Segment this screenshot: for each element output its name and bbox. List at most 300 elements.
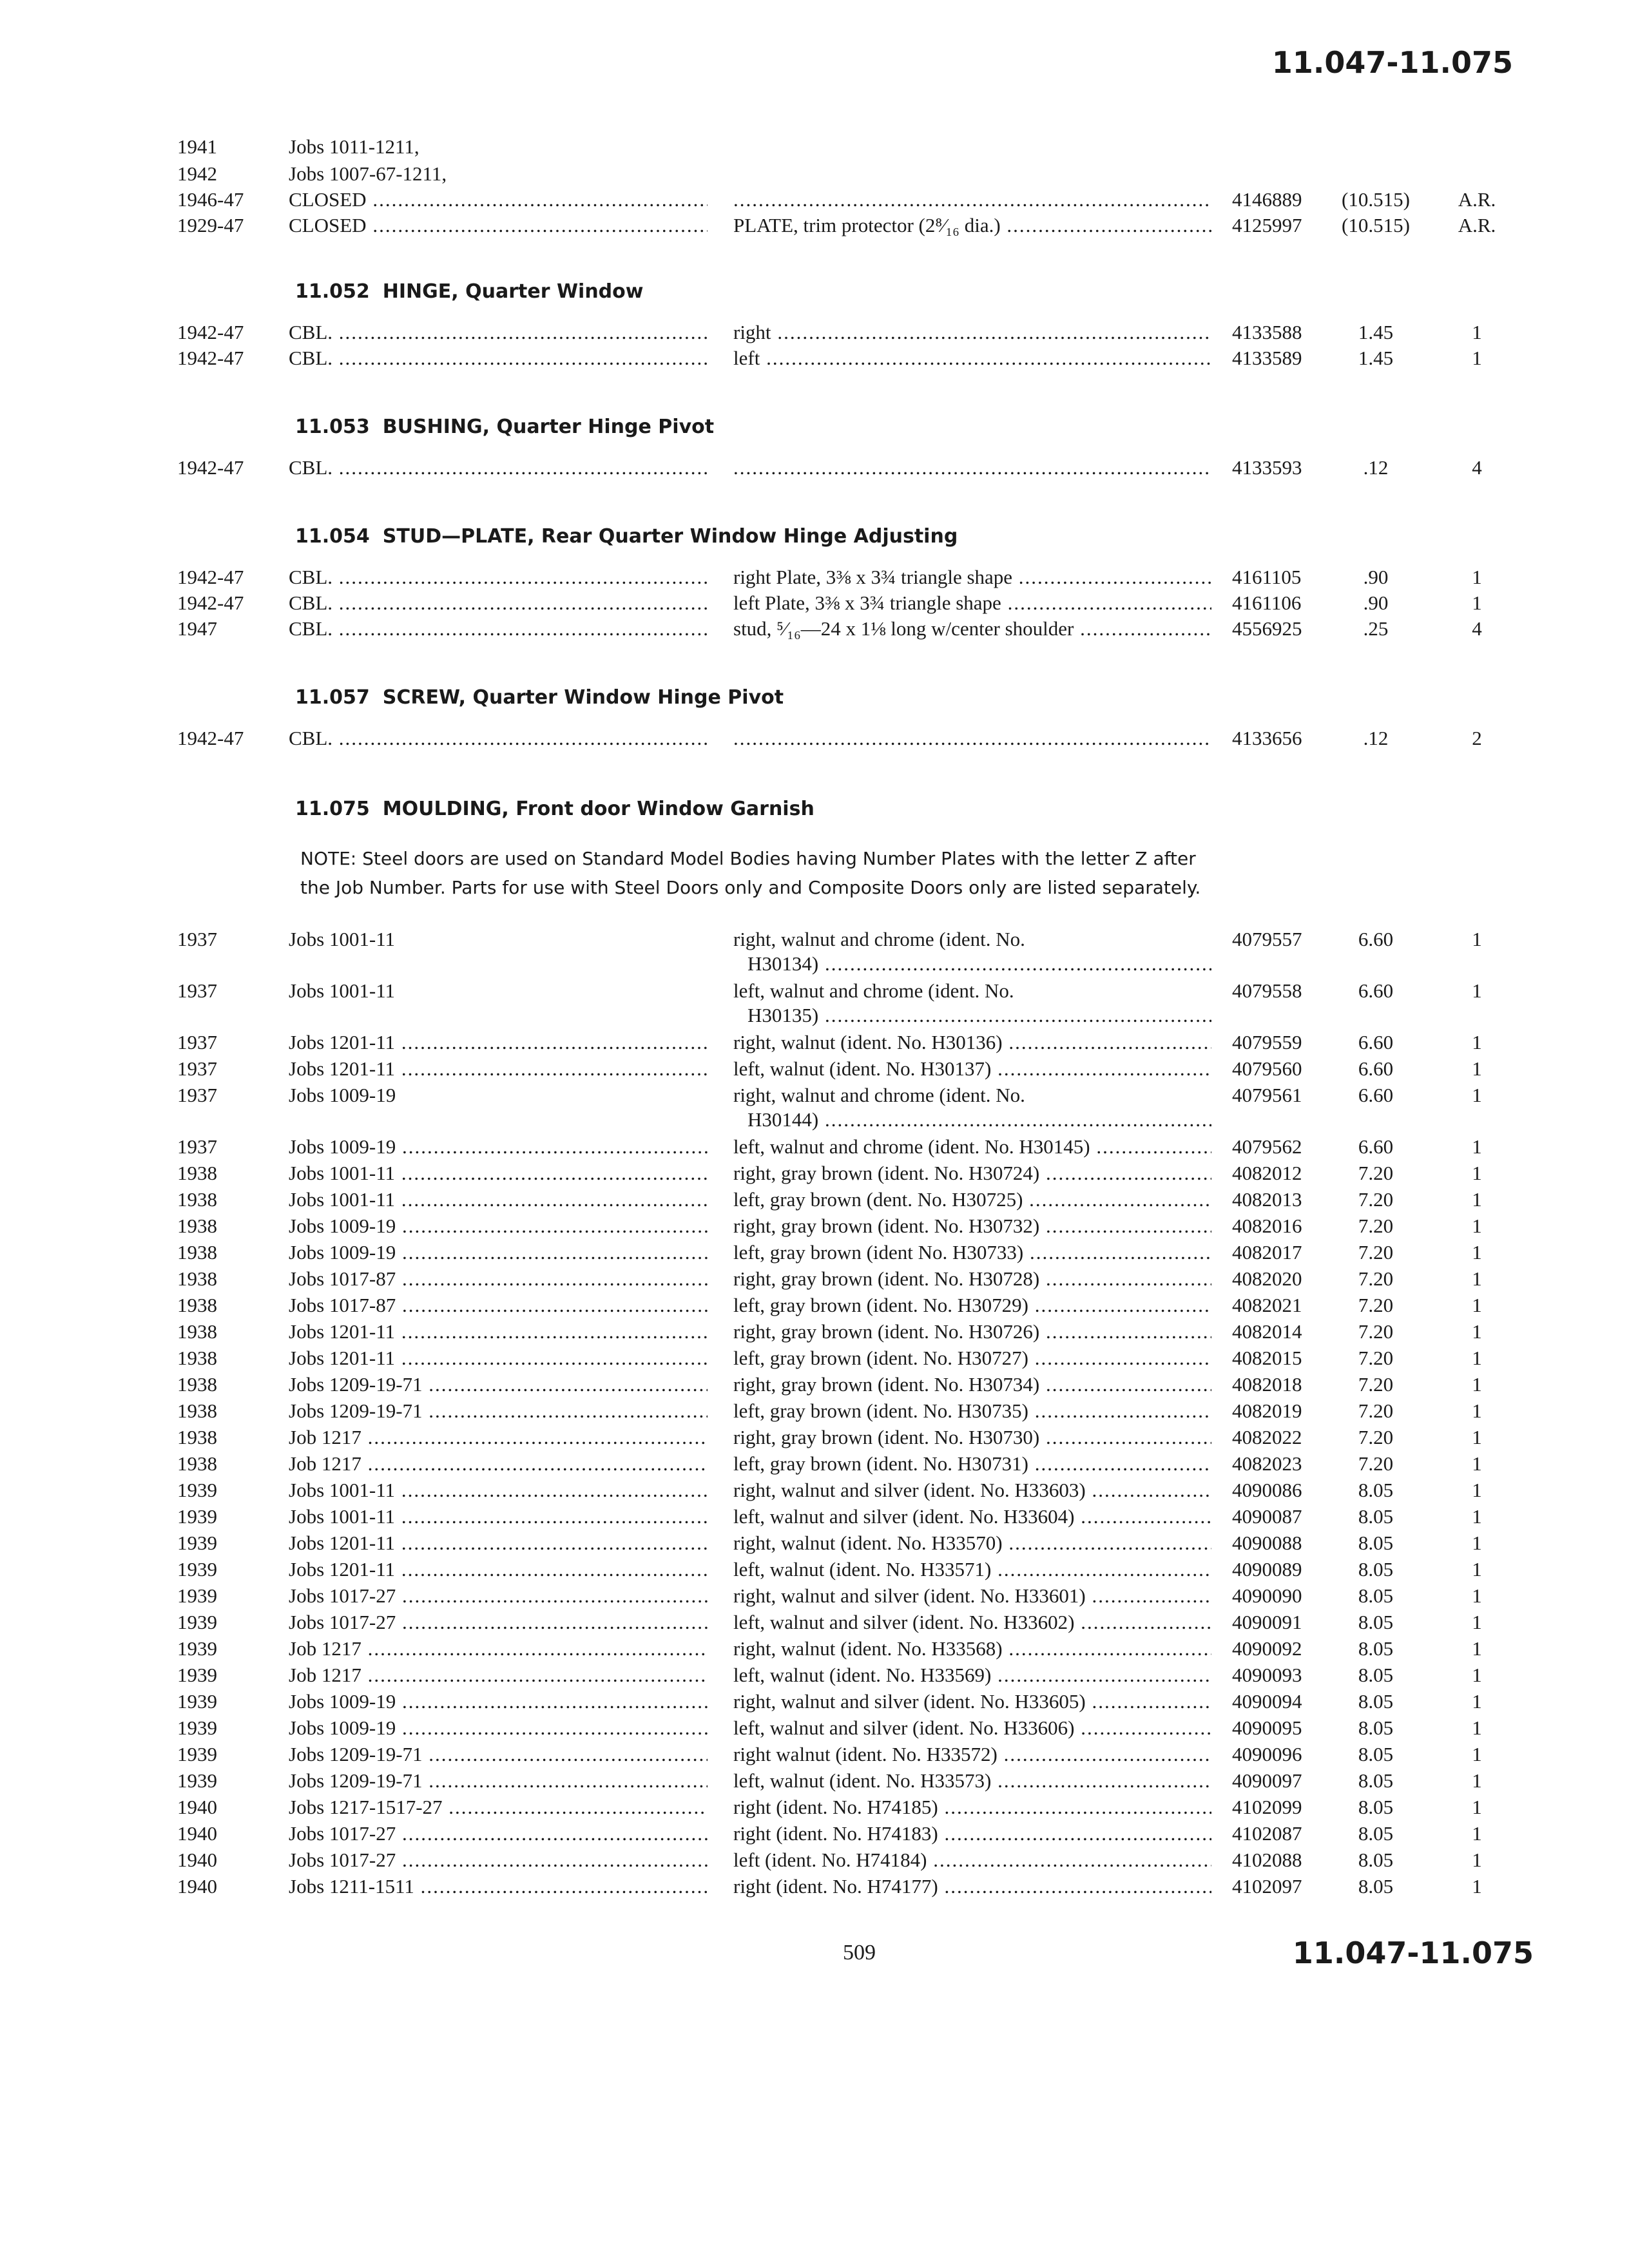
page-footer-range: 11.047-11.075: [1292, 1936, 1534, 1970]
price-cell: 8.05: [1358, 1637, 1394, 1660]
year-cell: 1939: [177, 1479, 217, 1501]
year-cell: 1942-47: [177, 591, 244, 614]
year-cell: 1940: [177, 1796, 217, 1818]
table-row: [0, 1162, 1629, 1189]
price-cell: 8.05: [1358, 1743, 1394, 1765]
job-cell: Jobs 1001-11 .....: [289, 1188, 708, 1211]
year-cell: 1938: [177, 1162, 217, 1184]
description-cell: [733, 188, 1211, 211]
year-cell: 1940: [177, 1875, 217, 1898]
year-cell: 1937: [177, 979, 217, 1002]
part-number-cell: 4090095: [1232, 1716, 1302, 1739]
job-cell: Job 1217 .....: [289, 1637, 708, 1660]
section-title: BUSHING, Quarter Hinge Pivot: [382, 416, 715, 438]
job-cell: CBL. .....: [289, 321, 708, 344]
year-cell: 1938: [177, 1426, 217, 1448]
price-cell: 8.05: [1358, 1532, 1394, 1554]
year-cell: 1938: [177, 1347, 217, 1369]
description-cell: left, gray brown (ident. No. H30731) .....: [733, 1452, 1211, 1475]
job-cell: Jobs 1217-1517-27 .....: [289, 1796, 708, 1819]
job-cell: CBL. .....: [289, 727, 708, 750]
part-number-cell: 4161105: [1232, 566, 1302, 588]
description-cell: [733, 727, 1211, 750]
quantity-cell: 1: [1472, 347, 1482, 369]
part-number-cell: 4133588: [1232, 321, 1302, 343]
year-cell: 1939: [177, 1769, 217, 1792]
part-number-cell: 4556925: [1232, 617, 1302, 640]
part-number-cell: 4082016: [1232, 1215, 1302, 1237]
table-row: [0, 617, 1629, 644]
job-cell: Jobs 1017-87 .....: [289, 1267, 708, 1291]
part-number-cell: 4133593: [1232, 456, 1302, 479]
table-row-continuation: [0, 1108, 1629, 1135]
year-cell: 1940: [177, 1822, 217, 1845]
job-cell: Jobs 1017-27 .....: [289, 1822, 708, 1845]
table-row: [0, 1188, 1629, 1215]
description-cell: right walnut (ident. No. H33572) .....: [733, 1743, 1211, 1766]
year-cell: 1938: [177, 1215, 217, 1237]
job-cell: Jobs 1209-19-71 .....: [289, 1743, 708, 1766]
price-cell: 7.20: [1358, 1452, 1394, 1475]
quantity-cell: A.R.: [1458, 188, 1496, 211]
part-number-cell: 4090087: [1232, 1505, 1302, 1528]
quantity-cell: 2: [1472, 727, 1482, 749]
description-cell: left, gray brown (ident. No. H30727) .....: [733, 1347, 1211, 1370]
quantity-cell: 1: [1472, 1875, 1482, 1898]
part-number-cell: 4082012: [1232, 1162, 1302, 1184]
year-cell: 1939: [177, 1664, 217, 1686]
description-cell: right, gray brown (ident. No. H30734) .....: [733, 1373, 1211, 1396]
year-cell: 1942: [177, 162, 217, 185]
section-number: 11.075: [295, 798, 370, 820]
job-cell: Job 1217 .....: [289, 1664, 708, 1687]
quantity-cell: 1: [1472, 1294, 1482, 1316]
description-cell: left, walnut (ident. No. H33573) .....: [733, 1769, 1211, 1792]
price-cell: 7.20: [1358, 1426, 1394, 1448]
part-number-cell: 4090096: [1232, 1743, 1302, 1765]
job-cell: Jobs 1001-11: [289, 928, 396, 950]
price-cell: 7.20: [1358, 1267, 1394, 1290]
year-cell: 1937: [177, 1135, 217, 1158]
price-cell: 8.05: [1358, 1479, 1394, 1501]
part-number-cell: 4146889: [1232, 188, 1302, 211]
quantity-cell: 1: [1472, 1690, 1482, 1713]
price-cell: 6.60: [1358, 1057, 1394, 1080]
price-cell: 7.20: [1358, 1320, 1394, 1343]
price-cell: 6.60: [1358, 1084, 1394, 1106]
quantity-cell: 1: [1472, 1373, 1482, 1396]
part-number-cell: 4079560: [1232, 1057, 1302, 1080]
part-number-cell: 4079561: [1232, 1084, 1302, 1106]
part-number-cell: 4090094: [1232, 1690, 1302, 1713]
part-number-cell: 4082014: [1232, 1320, 1302, 1343]
table-row: [0, 1215, 1629, 1242]
price-cell: 8.05: [1358, 1584, 1394, 1607]
description-cell: right, walnut and silver (ident. No. H33603) .....: [733, 1479, 1211, 1502]
year-cell: 1939: [177, 1584, 217, 1607]
year-cell: 1938: [177, 1320, 217, 1343]
section-number: 11.057: [295, 686, 370, 709]
year-cell: 1937: [177, 1084, 217, 1106]
quantity-cell: 1: [1472, 928, 1482, 950]
part-number-cell: 4133589: [1232, 347, 1302, 369]
job-cell: Jobs 1009-19 .....: [289, 1135, 708, 1158]
job-cell: Jobs 1201-11 .....: [289, 1057, 708, 1081]
job-cell: Jobs 1009-19: [289, 1084, 396, 1106]
section-title: MOULDING, Front door Window Garnish: [382, 798, 815, 820]
quantity-cell: 1: [1472, 566, 1482, 588]
quantity-cell: 1: [1472, 1479, 1482, 1501]
table-row-continuation: [0, 1004, 1629, 1031]
year-cell: 1942-47: [177, 727, 244, 749]
table-row: [0, 1320, 1629, 1347]
job-cell: Jobs 1017-87 .....: [289, 1294, 708, 1317]
job-cell: CBL. .....: [289, 617, 708, 640]
table-row: [0, 1690, 1629, 1717]
quantity-cell: 1: [1472, 979, 1482, 1002]
section-title: HINGE, Quarter Window: [382, 280, 644, 303]
price-cell: 8.05: [1358, 1822, 1394, 1845]
description-cell: right (ident. No. H74177) .....: [733, 1875, 1211, 1898]
year-cell: 1938: [177, 1267, 217, 1290]
description-cell: right .....: [733, 321, 1211, 344]
year-cell: 1937: [177, 1031, 217, 1053]
year-cell: 1938: [177, 1294, 217, 1316]
year-cell: 1939: [177, 1690, 217, 1713]
price-cell: 7.20: [1358, 1162, 1394, 1184]
price-cell: 8.05: [1358, 1664, 1394, 1686]
part-number-cell: 4090089: [1232, 1558, 1302, 1581]
part-number-cell: 4079557: [1232, 928, 1302, 950]
description-cell: left, gray brown (ident No. H30733) .....: [733, 1241, 1211, 1264]
part-number-cell: 4090093: [1232, 1664, 1302, 1686]
job-cell: CBL. .....: [289, 591, 708, 615]
price-cell: 7.20: [1358, 1373, 1394, 1396]
year-cell: 1929-47: [177, 214, 244, 236]
price-cell: 8.05: [1358, 1849, 1394, 1871]
table-row: [0, 1479, 1629, 1506]
part-number-cell: 4082018: [1232, 1373, 1302, 1396]
part-number-cell: 4090088: [1232, 1532, 1302, 1554]
table-row: [0, 1057, 1629, 1084]
quantity-cell: 1: [1472, 1558, 1482, 1581]
year-cell: 1938: [177, 1373, 217, 1396]
job-cell: Jobs 1009-19 .....: [289, 1215, 708, 1238]
table-row: [0, 347, 1629, 374]
description-cell: stud, ⁵⁄₁₆—24 x 1⅛ long w/center shoulder .....: [733, 617, 1211, 640]
job-cell: Jobs 1017-27 .....: [289, 1849, 708, 1872]
job-cell: Jobs 1209-19-71 .....: [289, 1373, 708, 1396]
table-row: [0, 1769, 1629, 1796]
job-cell: Jobs 1201-11 .....: [289, 1031, 708, 1054]
job-cell: Jobs 1009-19 .....: [289, 1716, 708, 1740]
price-cell: 6.60: [1358, 979, 1394, 1002]
description-cell: right, walnut and silver (ident. No. H33601) .....: [733, 1584, 1211, 1608]
table-row: [0, 214, 1629, 241]
part-number-cell: 4125997: [1232, 214, 1302, 236]
description-cell: right, gray brown (ident. No. H30730) .....: [733, 1426, 1211, 1449]
job-cell: CBL. .....: [289, 347, 708, 370]
table-row: [0, 1822, 1629, 1849]
year-cell: 1938: [177, 1241, 217, 1264]
quantity-cell: 1: [1472, 1452, 1482, 1475]
table-row: [0, 135, 1629, 162]
description-cell: left, gray brown (dent. No. H30725) .....: [733, 1188, 1211, 1211]
description-cell: right, walnut and chrome (ident. No.: [733, 1084, 1025, 1106]
description-cell-continuation: H30134) .....: [747, 952, 1211, 975]
price-cell: .25: [1363, 617, 1389, 640]
quantity-cell: 4: [1472, 456, 1482, 479]
quantity-cell: 1: [1472, 1743, 1482, 1765]
part-number-cell: 4102099: [1232, 1796, 1302, 1818]
description-cell-continuation: H30135) .....: [747, 1004, 1211, 1027]
description-cell: left, walnut and silver (ident. No. H33602) .....: [733, 1611, 1211, 1634]
price-cell: 7.20: [1358, 1294, 1394, 1316]
price-cell: 8.05: [1358, 1611, 1394, 1633]
section-heading: [295, 798, 815, 820]
price-cell: 8.05: [1358, 1875, 1394, 1898]
table-row: [0, 1347, 1629, 1374]
price-cell: (10.515): [1342, 214, 1410, 236]
quantity-cell: 1: [1472, 1267, 1482, 1290]
table-row: [0, 1031, 1629, 1058]
year-cell: 1947: [177, 617, 217, 640]
quantity-cell: 1: [1472, 1849, 1482, 1871]
part-number-cell: 4082021: [1232, 1294, 1302, 1316]
description-cell: right, walnut and chrome (ident. No.: [733, 928, 1025, 950]
part-number-cell: 4079562: [1232, 1135, 1302, 1158]
table-row: [0, 188, 1629, 215]
quantity-cell: 1: [1472, 1796, 1482, 1818]
description-cell: [733, 456, 1211, 479]
part-number-cell: 4079559: [1232, 1031, 1302, 1053]
table-row: [0, 321, 1629, 348]
table-row: [0, 979, 1629, 1006]
description-cell: right, walnut (ident. No. H33570) .....: [733, 1532, 1211, 1555]
quantity-cell: 1: [1472, 1135, 1482, 1158]
part-number-cell: 4090092: [1232, 1637, 1302, 1660]
price-cell: .12: [1363, 456, 1389, 479]
quantity-cell: 1: [1472, 321, 1482, 343]
part-number-cell: 4090090: [1232, 1584, 1302, 1607]
table-row: [0, 1267, 1629, 1294]
description-cell: left, walnut and silver (ident. No. H33606) .....: [733, 1716, 1211, 1740]
year-cell: 1938: [177, 1399, 217, 1422]
quantity-cell: 1: [1472, 1241, 1482, 1264]
quantity-cell: 1: [1472, 1320, 1482, 1343]
table-row: [0, 1426, 1629, 1453]
description-cell: left, walnut (ident. No. H30137) .....: [733, 1057, 1211, 1081]
quantity-cell: 1: [1472, 1584, 1482, 1607]
price-cell: 6.60: [1358, 1135, 1394, 1158]
part-number-cell: 4079558: [1232, 979, 1302, 1002]
year-cell: 1942-47: [177, 347, 244, 369]
job-cell: Jobs 1209-19-71 .....: [289, 1399, 708, 1423]
table-row: [0, 1294, 1629, 1321]
description-cell: left, walnut and silver (ident. No. H33604) .....: [733, 1505, 1211, 1528]
quantity-cell: 1: [1472, 1399, 1482, 1422]
table-row: [0, 1135, 1629, 1162]
description-cell: right (ident. No. H74185) .....: [733, 1796, 1211, 1819]
job-cell: Jobs 1209-19-71 .....: [289, 1769, 708, 1792]
price-cell: 8.05: [1358, 1716, 1394, 1739]
description-cell-continuation: H30144) .....: [747, 1108, 1211, 1131]
part-number-cell: 4090091: [1232, 1611, 1302, 1633]
quantity-cell: 1: [1472, 591, 1482, 614]
job-cell: CBL. .....: [289, 566, 708, 589]
job-cell: Job 1217 .....: [289, 1452, 708, 1475]
year-cell: 1946-47: [177, 188, 244, 211]
part-number-cell: 4082013: [1232, 1188, 1302, 1211]
year-cell: 1938: [177, 1188, 217, 1211]
part-number-cell: 4090086: [1232, 1479, 1302, 1501]
price-cell: .90: [1363, 566, 1389, 588]
description-cell: left, walnut and chrome (ident. No.: [733, 979, 1014, 1002]
description-cell: right Plate, 3⅜ x 3¾ triangle shape .....: [733, 566, 1211, 589]
description-cell: right (ident. No. H74183) .....: [733, 1822, 1211, 1845]
quantity-cell: 1: [1472, 1532, 1482, 1554]
table-row: [0, 1611, 1629, 1638]
job-cell: Jobs 1201-11 .....: [289, 1558, 708, 1581]
part-number-cell: 4082022: [1232, 1426, 1302, 1448]
price-cell: 8.05: [1358, 1769, 1394, 1792]
table-row: [0, 928, 1629, 955]
table-row: [0, 1399, 1629, 1427]
price-cell: 1.45: [1358, 321, 1394, 343]
part-number-cell: 4090097: [1232, 1769, 1302, 1792]
description-cell: left, walnut (ident. No. H33569) .....: [733, 1664, 1211, 1687]
page-header-range: 11.047-11.075: [1271, 45, 1513, 80]
quantity-cell: 1: [1472, 1611, 1482, 1633]
table-row: [0, 566, 1629, 593]
job-cell: Jobs 1201-11 .....: [289, 1320, 708, 1343]
job-cell: Job 1217 .....: [289, 1426, 708, 1449]
quantity-cell: 1: [1472, 1769, 1482, 1792]
section-heading: [295, 686, 784, 709]
quantity-cell: 1: [1472, 1637, 1482, 1660]
price-cell: 7.20: [1358, 1215, 1394, 1237]
table-row: [0, 1716, 1629, 1744]
year-cell: 1937: [177, 1057, 217, 1080]
price-cell: .12: [1363, 727, 1389, 749]
table-row: [0, 1452, 1629, 1479]
description-cell: left Plate, 3⅜ x 3¾ triangle shape .....: [733, 591, 1211, 615]
price-cell: 8.05: [1358, 1690, 1394, 1713]
description-cell: right, walnut (ident. No. H30136) .....: [733, 1031, 1211, 1054]
job-cell: Jobs 1011-1211,: [289, 135, 419, 158]
quantity-cell: 1: [1472, 1716, 1482, 1739]
description-cell: right, walnut (ident. No. H33568) .....: [733, 1637, 1211, 1660]
description-cell: left, gray brown (ident. No. H30729) .....: [733, 1294, 1211, 1317]
description-cell: PLATE, trim protector (2⁸⁄₁₆ dia.) .....: [733, 214, 1211, 237]
description-cell: right, gray brown (ident. No. H30726) .....: [733, 1320, 1211, 1343]
quantity-cell: 1: [1472, 1031, 1482, 1053]
section-number: 11.054: [295, 525, 370, 548]
description-cell: left, walnut and chrome (ident. No. H30145) .....: [733, 1135, 1211, 1158]
year-cell: 1942-47: [177, 566, 244, 588]
job-cell: Jobs 1201-11 .....: [289, 1532, 708, 1555]
price-cell: .90: [1363, 591, 1389, 614]
quantity-cell: 1: [1472, 1057, 1482, 1080]
description-cell: left, gray brown (ident. No. H30735) .....: [733, 1399, 1211, 1423]
part-number-cell: 4082023: [1232, 1452, 1302, 1475]
job-cell: Jobs 1201-11 .....: [289, 1347, 708, 1370]
year-cell: 1939: [177, 1532, 217, 1554]
quantity-cell: 1: [1472, 1215, 1482, 1237]
year-cell: 1940: [177, 1849, 217, 1871]
section-heading: [295, 525, 958, 548]
table-row: [0, 1637, 1629, 1664]
year-cell: 1938: [177, 1452, 217, 1475]
part-number-cell: 4102088: [1232, 1849, 1302, 1871]
table-row-continuation: [0, 952, 1629, 979]
description-cell: left, walnut (ident. No. H33571) .....: [733, 1558, 1211, 1581]
part-number-cell: 4082017: [1232, 1241, 1302, 1264]
part-number-cell: 4082019: [1232, 1399, 1302, 1422]
section-heading: [295, 416, 714, 438]
description-cell: right, gray brown (ident. No. H30728) .....: [733, 1267, 1211, 1291]
quantity-cell: A.R.: [1458, 214, 1496, 236]
table-row: [0, 727, 1629, 754]
job-cell: Jobs 1001-11 .....: [289, 1479, 708, 1502]
job-cell: Jobs 1017-27 .....: [289, 1584, 708, 1608]
job-cell: Jobs 1017-27 .....: [289, 1611, 708, 1634]
price-cell: 7.20: [1358, 1241, 1394, 1264]
price-cell: (10.515): [1342, 188, 1410, 211]
part-number-cell: 4102097: [1232, 1875, 1302, 1898]
part-number-cell: 4102087: [1232, 1822, 1302, 1845]
job-cell: CBL. .....: [289, 456, 708, 479]
section-note: NOTE: Steel doors are used on Standard Model Bodies having Number Plates with the letter Z after the Job Number. Parts for use with Steel Doors only and Composite Doors only are listed separately.: [300, 848, 1201, 898]
price-cell: 7.20: [1358, 1399, 1394, 1422]
table-row: [0, 1849, 1629, 1876]
year-cell: 1939: [177, 1611, 217, 1633]
price-cell: 7.20: [1358, 1347, 1394, 1369]
table-row: [0, 1796, 1629, 1823]
quantity-cell: 1: [1472, 1426, 1482, 1448]
description-cell: right, gray brown (ident. No. H30724) .....: [733, 1162, 1211, 1185]
quantity-cell: 1: [1472, 1664, 1482, 1686]
quantity-cell: 1: [1472, 1084, 1482, 1106]
description-cell: right, walnut and silver (ident. No. H33605) .....: [733, 1690, 1211, 1713]
quantity-cell: 1: [1472, 1822, 1482, 1845]
year-cell: 1941: [177, 135, 217, 158]
table-row: [0, 1743, 1629, 1770]
section-title: STUD—PLATE, Rear Quarter Window Hinge Adjusting: [382, 525, 958, 548]
table-row: [0, 1084, 1629, 1111]
year-cell: 1937: [177, 928, 217, 950]
table-row: [0, 1664, 1629, 1691]
table-row: [0, 162, 1629, 189]
price-cell: 6.60: [1358, 1031, 1394, 1053]
price-cell: 8.05: [1358, 1505, 1394, 1528]
table-row: [0, 1532, 1629, 1559]
year-cell: 1939: [177, 1505, 217, 1528]
description-cell: left .....: [733, 347, 1211, 370]
job-cell: Jobs 1009-19 .....: [289, 1690, 708, 1713]
section-number: 11.053: [295, 416, 370, 438]
price-cell: 6.60: [1358, 928, 1394, 950]
part-number-cell: 4082020: [1232, 1267, 1302, 1290]
quantity-cell: 4: [1472, 617, 1482, 640]
table-row: [0, 1558, 1629, 1585]
year-cell: 1939: [177, 1637, 217, 1660]
price-cell: 8.05: [1358, 1796, 1394, 1818]
quantity-cell: 1: [1472, 1347, 1482, 1369]
quantity-cell: 1: [1472, 1505, 1482, 1528]
part-number-cell: 4082015: [1232, 1347, 1302, 1369]
job-cell: Jobs 1001-11 .....: [289, 1505, 708, 1528]
